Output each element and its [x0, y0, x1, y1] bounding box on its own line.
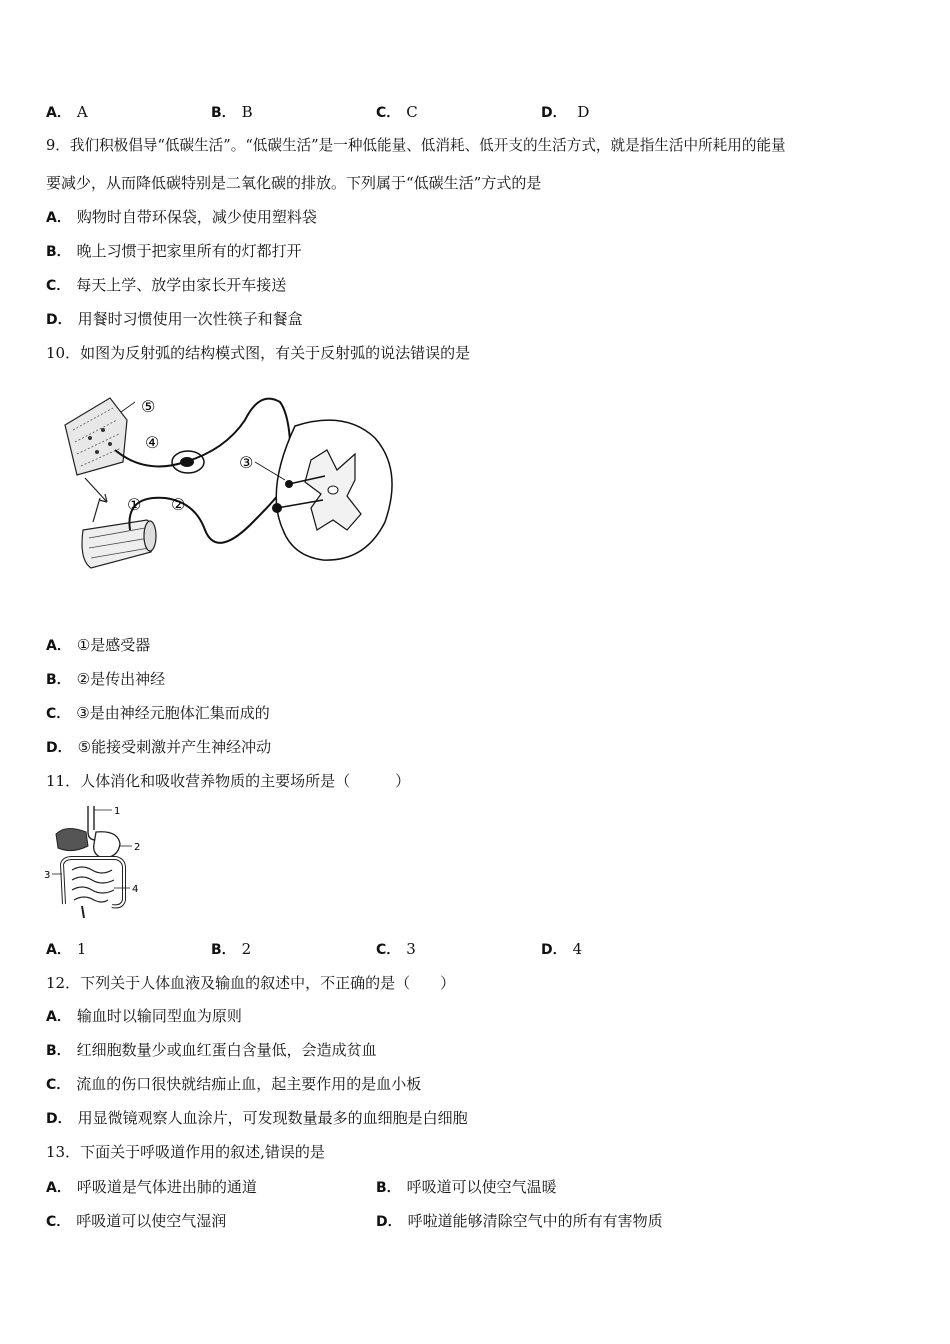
- q12-option-b[interactable]: B． 红细胞数量少或血红蛋白含量低，会造成贫血: [46, 1041, 377, 1059]
- q10-stem: 10．如图为反射弧的结构模式图，有关于反射弧的说法错误的是: [46, 344, 471, 362]
- label-5: ⑤: [141, 397, 156, 416]
- q13-option-a[interactable]: A． 呼吸道是气体进出肺的通道: [46, 1178, 257, 1196]
- q8-option-a[interactable]: A． A: [46, 103, 88, 121]
- q9-stem-line2: 要减少，从而降低碳特别是二氧化碳的排放。下列属于“低碳生活”方式的是: [46, 174, 542, 192]
- reflex-arc-figure: [55, 390, 405, 594]
- q11-option-d[interactable]: D． 4: [541, 940, 583, 958]
- label-1: ①: [127, 495, 142, 514]
- label-4: ④: [145, 433, 160, 452]
- q12-stem: 12．下列关于人体血液及输血的叙述中，不正确的是（ ）: [46, 974, 456, 992]
- reflex-arc-diagram: [55, 390, 405, 590]
- q13-options-row1: [46, 1177, 906, 1197]
- q13-option-c[interactable]: C． 呼吸道可以使空气湿润: [46, 1212, 227, 1230]
- digestive-system-diagram: [42, 800, 152, 922]
- q13-option-b[interactable]: B． 呼吸道可以使空气温暖: [376, 1178, 557, 1196]
- q10-option-a[interactable]: A． ①是感受器: [46, 636, 151, 654]
- digestive-system-figure: [42, 800, 152, 926]
- q11-stem: 11．人体消化和吸收营养物质的主要场所是（ ）: [46, 772, 411, 790]
- label-2: ②: [171, 495, 186, 514]
- q11-options: [46, 939, 906, 959]
- q11-option-b[interactable]: B． 2: [211, 940, 252, 958]
- q9-option-a[interactable]: A． 购物时自带环保袋，减少使用塑料袋: [46, 208, 317, 226]
- q9-stem-line1: 9．我们积极倡导“低碳生活”。“低碳生活”是一种低能量、低消耗、低开支的生活方式，就是指生活中所耗用的能量: [46, 137, 786, 154]
- q8-option-b[interactable]: B． B: [211, 103, 253, 121]
- digestive-label-3: 3: [44, 870, 51, 881]
- q11-option-c[interactable]: C． 3: [376, 940, 416, 958]
- q9-option-b[interactable]: B． 晚上习惯于把家里所有的灯都打开: [46, 242, 302, 260]
- q11-option-a[interactable]: A． 1: [46, 940, 87, 958]
- q10-option-c[interactable]: C． ③是由神经元胞体汇集而成的: [46, 704, 270, 722]
- q9-option-c[interactable]: C． 每天上学、放学由家长开车接送: [46, 276, 287, 294]
- q10-option-d[interactable]: D． ⑤能接受刺激并产生神经冲动: [46, 738, 272, 756]
- q12-option-d[interactable]: D． 用显微镜观察人血涂片，可发现数量最多的血细胞是白细胞: [46, 1109, 468, 1127]
- q9-option-d[interactable]: D． 用餐时习惯使用一次性筷子和餐盒: [46, 310, 303, 328]
- q8-option-c[interactable]: C． C: [376, 103, 418, 121]
- receptor-tissue: [65, 398, 127, 475]
- digestive-label-2: 2: [134, 842, 141, 853]
- effector-muscle: [82, 520, 156, 568]
- digestive-label-1: 1: [114, 806, 121, 817]
- q13-option-d[interactable]: D． 呼啦道能够清除空气中的所有有害物质: [376, 1212, 663, 1230]
- q13-stem: 13．下面关于呼吸道作用的叙述,错误的是: [46, 1143, 325, 1161]
- q12-option-c[interactable]: C． 流血的伤口很快就结痂止血，起主要作用的是血小板: [46, 1075, 422, 1093]
- q12-option-a[interactable]: A． 输血时以输同型血为原则: [46, 1007, 242, 1025]
- digestive-label-4: 4: [132, 884, 139, 895]
- q8-options: [46, 102, 906, 122]
- q13-options-row2: [46, 1211, 906, 1231]
- label-3: ③: [239, 453, 254, 472]
- spinal-cord: [272, 420, 392, 560]
- q10-option-b[interactable]: B． ②是传出神经: [46, 670, 166, 688]
- q8-option-d[interactable]: D． D: [541, 103, 590, 121]
